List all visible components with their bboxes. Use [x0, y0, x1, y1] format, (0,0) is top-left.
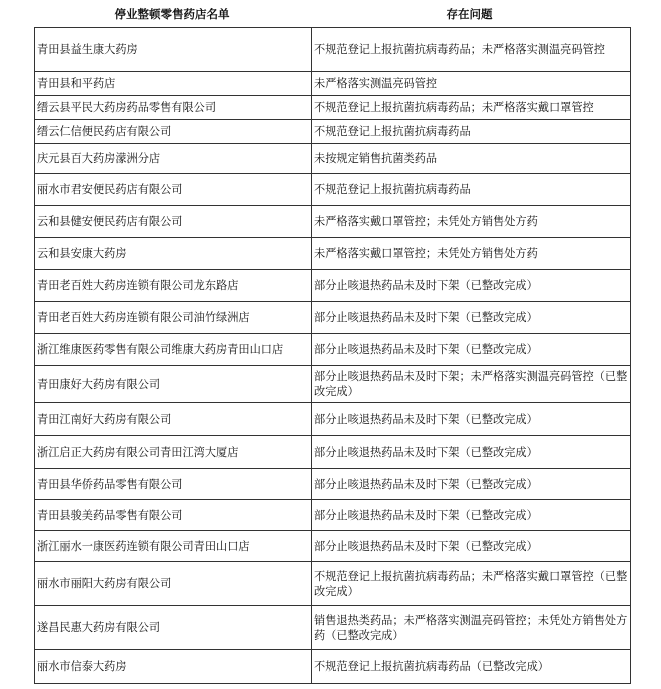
header-store-list: 停业整顿零售药店名单 — [114, 6, 230, 21]
pharmacy-table — [34, 27, 631, 684]
issue-cell: 部分止咳退热药品未及时下架（已整改完成） — [312, 302, 631, 334]
table-row — [35, 562, 631, 606]
table-header — [34, 0, 629, 27]
issue-cell: 部分止咳退热药品未及时下架（已整改完成） — [312, 270, 631, 302]
store-name-cell: 丽水市信泰大药房 — [35, 650, 312, 684]
store-name-cell: 青田康好大药房有限公司 — [35, 366, 312, 403]
table-row — [35, 206, 631, 238]
store-name-cell: 浙江维康医药零售有限公司维康大药房青田山口店 — [35, 334, 312, 366]
header-issues: 存在问题 — [446, 6, 493, 21]
table-row — [35, 72, 631, 96]
table-row — [35, 28, 631, 72]
pharmacy-table-body — [35, 28, 631, 684]
store-name-cell: 青田江南好大药房有限公司 — [35, 403, 312, 436]
table-row — [35, 436, 631, 469]
issue-cell: 不规范登记上报抗菌抗病毒药品 — [312, 120, 631, 144]
store-name-cell: 青田县和平药店 — [35, 72, 312, 96]
table-row — [35, 500, 631, 531]
store-name-cell: 青田老百姓大药房连锁有限公司油竹绿洲店 — [35, 302, 312, 334]
issue-cell: 不规范登记上报抗菌抗病毒药品（已整改完成） — [312, 650, 631, 684]
issue-cell: 未严格落实测温亮码管控 — [312, 72, 631, 96]
table-row — [35, 302, 631, 334]
issue-cell: 销售退热类药品；未严格落实测温亮码管控；未凭处方销售处方药（已整改完成） — [312, 606, 631, 650]
table-row — [35, 120, 631, 144]
store-name-cell: 青田县益生康大药房 — [35, 28, 312, 72]
store-name-cell: 庆元县百大药房濛洲分店 — [35, 144, 312, 174]
issue-cell: 不规范登记上报抗菌抗病毒药品 — [312, 174, 631, 206]
store-name-cell: 青田县骏美药品零售有限公司 — [35, 500, 312, 531]
store-name-cell: 遂昌民惠大药房有限公司 — [35, 606, 312, 650]
issue-cell: 部分止咳退热药品未及时下架（已整改完成） — [312, 334, 631, 366]
issue-cell: 不规范登记上报抗菌抗病毒药品；未严格落实戴口罩管控 — [312, 96, 631, 120]
issue-cell: 未按规定销售抗菌类药品 — [312, 144, 631, 174]
table-row — [35, 403, 631, 436]
issue-cell: 不规范登记上报抗菌抗病毒药品；未严格落实戴口罩管控（已整改完成） — [312, 562, 631, 606]
store-name-cell: 云和县安康大药房 — [35, 238, 312, 270]
issue-cell: 不规范登记上报抗菌抗病毒药品；未严格落实测温亮码管控 — [312, 28, 631, 72]
table-row — [35, 144, 631, 174]
issue-cell: 部分止咳退热药品未及时下架（已整改完成） — [312, 436, 631, 469]
table-row — [35, 366, 631, 403]
table-row — [35, 531, 631, 562]
table-row — [35, 469, 631, 500]
table-row — [35, 334, 631, 366]
table-row — [35, 174, 631, 206]
store-name-cell: 浙江丽水一康医药连锁有限公司青田山口店 — [35, 531, 312, 562]
issue-cell: 部分止咳退热药品未及时下架（已整改完成） — [312, 500, 631, 531]
issue-cell: 未严格落实戴口罩管控；未凭处方销售处方药 — [312, 238, 631, 270]
table-row — [35, 96, 631, 120]
store-name-cell: 青田老百姓大药房连锁有限公司龙东路店 — [35, 270, 312, 302]
store-name-cell: 青田县华侨药品零售有限公司 — [35, 469, 312, 500]
issue-cell: 未严格落实戴口罩管控；未凭处方销售处方药 — [312, 206, 631, 238]
table-row — [35, 606, 631, 650]
store-name-cell: 缙云县平民大药房药品零售有限公司 — [35, 96, 312, 120]
issue-cell: 部分止咳退热药品未及时下架（已整改完成） — [312, 469, 631, 500]
store-name-cell: 缙云仁信便民药店有限公司 — [35, 120, 312, 144]
store-name-cell: 浙江启正大药房有限公司青田江湾大厦店 — [35, 436, 312, 469]
store-name-cell: 丽水市丽阳大药房有限公司 — [35, 562, 312, 606]
table-row — [35, 238, 631, 270]
store-name-cell: 丽水市君安便民药店有限公司 — [35, 174, 312, 206]
store-name-cell: 云和县健安便民药店有限公司 — [35, 206, 312, 238]
table-row — [35, 650, 631, 684]
issue-cell: 部分止咳退热药品未及时下架；未严格落实测温亮码管控（已整改完成） — [312, 366, 631, 403]
issue-cell: 部分止咳退热药品未及时下架（已整改完成） — [312, 403, 631, 436]
issue-cell: 部分止咳退热药品未及时下架（已整改完成） — [312, 531, 631, 562]
table-row — [35, 270, 631, 302]
